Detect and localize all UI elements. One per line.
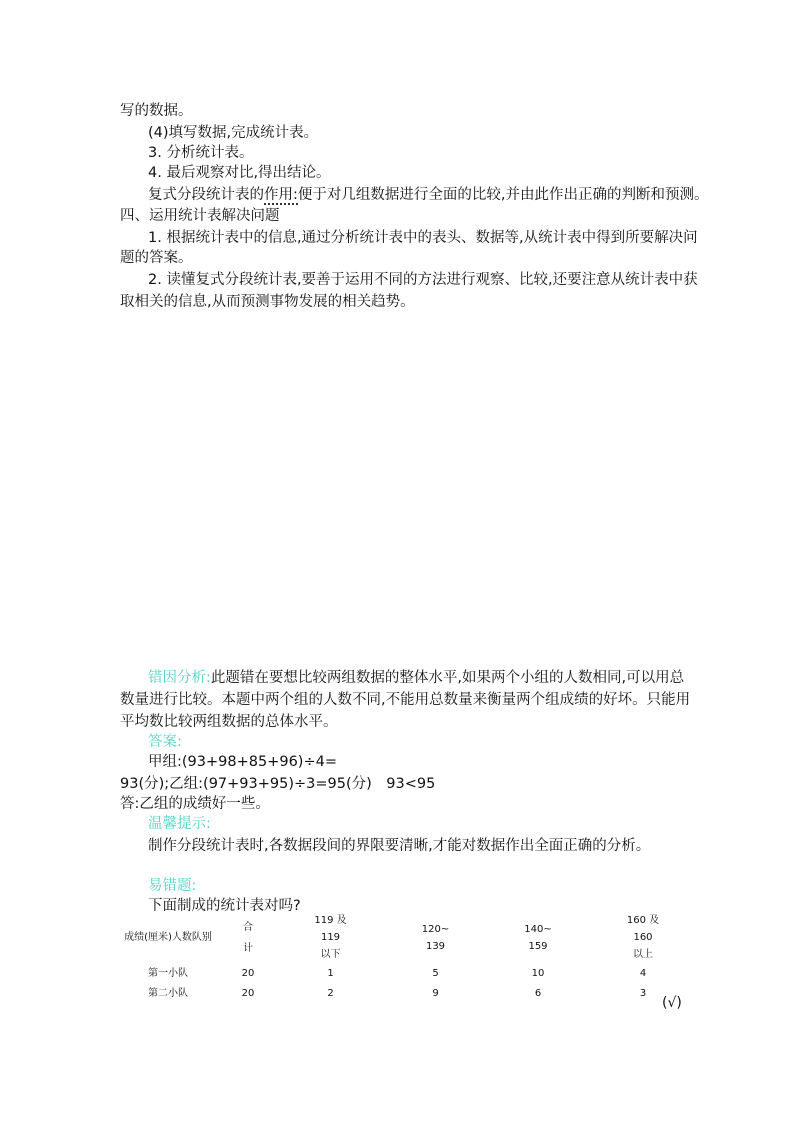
header-line: 120~: [421, 923, 450, 935]
text-line: 数量进行比较。本题中两个组的人数不同,不能用总数量来衡量两个组成绩的好坏。只能用: [120, 692, 691, 708]
cell: 4: [639, 967, 647, 979]
text-line: 平均数比较两组数据的总体水平。: [120, 714, 338, 730]
table-corner-header: 成绩(厘米)人数队别: [124, 932, 212, 943]
text-line: 4. 最后观察对比,得出结论。: [148, 165, 331, 181]
definition-suffix: 便于对几组数据进行全面的比较,并由此作出正确的判断和预测。: [297, 187, 709, 203]
table-header-range: [488, 912, 588, 963]
section-heading: 四、运用统计表解决问题: [120, 208, 280, 224]
answer-line: 甲组:(93+98+85+96)÷4=: [148, 754, 337, 770]
stats-table: [118, 912, 698, 1003]
header-line: 139: [425, 940, 446, 952]
table-row: [118, 963, 698, 983]
header-line: 160 及: [626, 915, 660, 926]
table-header-range: [588, 912, 698, 963]
table-row: [118, 983, 698, 1003]
definition-dotted-term: 作用:: [264, 187, 298, 203]
definition-prefix: 复式分段统计表的: [148, 187, 264, 203]
cell: 2: [327, 987, 334, 999]
table-header-range: [278, 912, 383, 963]
text-line: 2. 读懂复式分段统计表,要善于运用不同的方法进行观察、比较,还要注意从统计表中获: [148, 272, 698, 288]
cell: 20: [241, 967, 255, 979]
answer-label: 答案:: [148, 734, 182, 750]
text-line: (4)填写数据,完成统计表。: [148, 125, 319, 141]
text-line: 取相关的信息,从而预测事物发展的相关趋势。: [120, 294, 415, 310]
header-line: 140~: [524, 923, 552, 935]
answer-line: 答:乙组的成绩好一些。: [120, 796, 270, 812]
header-line: 合: [243, 921, 253, 933]
cell: 9: [432, 987, 439, 999]
cell: 3: [639, 987, 647, 999]
text-line: 写的数据。: [120, 103, 193, 119]
row-label: 第二小队: [148, 987, 188, 999]
header-line: 119: [320, 932, 341, 943]
row-label: 第一小队: [148, 967, 188, 979]
header-line: 计: [243, 942, 253, 954]
answer-line: 93(分);乙组:(97+93+95)÷3=95(分) 93<95: [120, 776, 436, 792]
text-line: 3. 分析统计表。: [148, 145, 254, 161]
text-line: 1. 根据统计表中的信息,通过分析统计表中的表头、数据等,从统计表中得到所要解决问: [148, 230, 698, 246]
error-analysis-label: 错因分析:: [148, 670, 211, 686]
cell: 5: [432, 967, 439, 979]
answer-mark: (√): [662, 995, 682, 1011]
header-line: 159: [528, 940, 548, 952]
table-header-total: [218, 912, 278, 963]
table-header-range: [383, 912, 488, 963]
tip-label: 温馨提示:: [148, 816, 211, 832]
cell: 6: [534, 987, 542, 999]
tip-text: 制作分段统计表时,各数据段间的界限要清晰,才能对数据作出全面正确的分析。: [148, 838, 651, 854]
easy-mistake-label: 易错题:: [148, 878, 197, 894]
cell: 20: [241, 987, 255, 999]
error-analysis-text: 此题错在要想比较两组数据的整体水平,如果两个小组的人数相同,可以用总: [210, 670, 685, 686]
question-text: 下面制成的统计表对吗?: [148, 898, 301, 914]
header-line: 以上: [633, 949, 653, 960]
header-line: 119 及: [314, 915, 347, 926]
table-header-row: [118, 912, 698, 963]
definition-line: [148, 185, 709, 205]
cell: 1: [327, 967, 334, 979]
header-line: 160: [633, 932, 653, 943]
text-line: 题的答案。: [120, 250, 193, 266]
cell: 10: [531, 967, 545, 979]
error-analysis-line: [148, 668, 684, 688]
header-line: 以下: [320, 949, 341, 960]
